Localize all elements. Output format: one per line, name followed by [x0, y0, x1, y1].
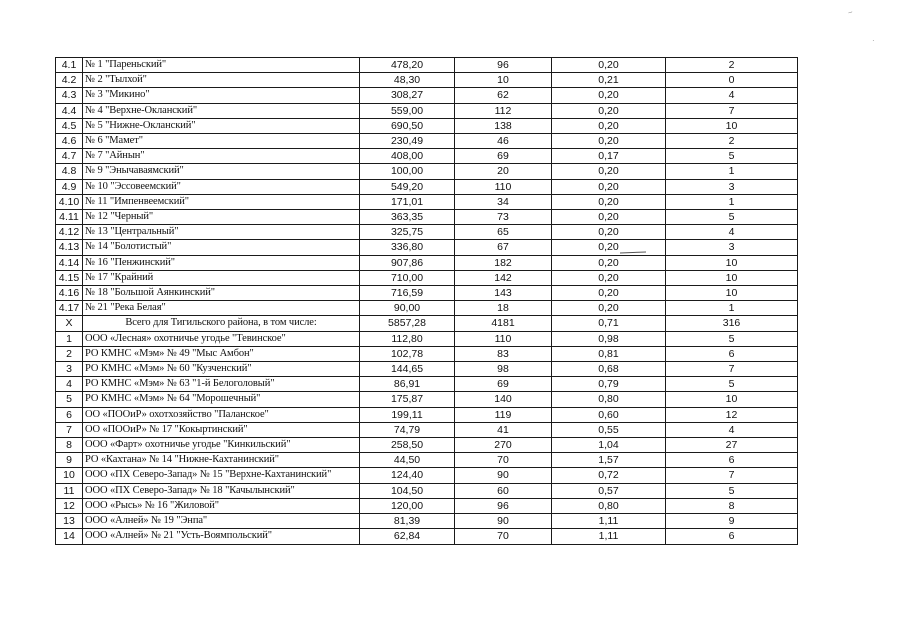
count-cell: 138	[455, 118, 552, 133]
row-number-cell: 6	[56, 407, 83, 422]
row-number-cell: 4.9	[56, 179, 83, 194]
count-cell: 34	[455, 194, 552, 209]
ratio-cell: 1,57	[552, 453, 666, 468]
area-cell: 171,01	[360, 194, 455, 209]
ratio-cell: 0,20	[552, 240, 666, 255]
ground-name-cell: № 4 "Верхне-Окланский"	[83, 103, 360, 118]
table-row	[56, 362, 798, 377]
ratio-cell: 0,80	[552, 498, 666, 513]
table-row	[56, 270, 798, 285]
quota-cell: 10	[666, 286, 798, 301]
area-cell: 44,50	[360, 453, 455, 468]
ground-name-cell: № 21 "Река Белая"	[83, 301, 360, 316]
area-cell: 363,35	[360, 210, 455, 225]
area-cell: 716,59	[360, 286, 455, 301]
quota-cell: 7	[666, 103, 798, 118]
table-row	[56, 331, 798, 346]
ground-name-cell: № 3 "Микино"	[83, 88, 360, 103]
area-cell: 478,20	[360, 58, 455, 73]
area-cell: 112,80	[360, 331, 455, 346]
ratio-cell: 0,20	[552, 88, 666, 103]
quota-cell: 1	[666, 194, 798, 209]
ratio-cell: 0,71	[552, 316, 666, 331]
ground-name-cell: ОО «ПООиР» № 17 "Кокыртинский"	[83, 422, 360, 437]
area-cell: 690,50	[360, 118, 455, 133]
count-cell: 10	[455, 73, 552, 88]
ratio-cell: 0,20	[552, 179, 666, 194]
ground-name-cell: ООО «ПХ Северо-Запад» № 15 "Верхне-Кахтанинский"	[83, 468, 360, 483]
scan-artifact: ·	[872, 36, 875, 45]
table-row	[56, 103, 798, 118]
count-cell: 70	[455, 453, 552, 468]
table-row	[56, 118, 798, 133]
quota-cell: 9	[666, 514, 798, 529]
area-cell: 175,87	[360, 392, 455, 407]
table-row	[56, 453, 798, 468]
ratio-cell: 0,20	[552, 103, 666, 118]
quota-cell: 4	[666, 422, 798, 437]
ground-name-cell: РО КМНС «Мэм» № 64 "Морошечный"	[83, 392, 360, 407]
area-cell: 258,50	[360, 438, 455, 453]
ground-name-cell: ООО «Рысь» № 16 "Жиловой"	[83, 498, 360, 513]
area-cell: 62,84	[360, 529, 455, 544]
area-cell: 90,00	[360, 301, 455, 316]
hunting-grounds-table	[55, 57, 798, 545]
ground-name-cell: № 11 "Импенвеемский"	[83, 194, 360, 209]
ground-name-cell: № 1 "Пареньский"	[83, 58, 360, 73]
ratio-cell: 0,79	[552, 377, 666, 392]
area-cell: 144,65	[360, 362, 455, 377]
row-number-cell: 4.13	[56, 240, 83, 255]
ratio-cell: 0,80	[552, 392, 666, 407]
table-row	[56, 58, 798, 73]
quota-cell: 316	[666, 316, 798, 331]
quota-cell: 27	[666, 438, 798, 453]
row-number-cell: 8	[56, 438, 83, 453]
quota-cell: 6	[666, 453, 798, 468]
ground-name-cell: № 5 "Нижне-Окланский"	[83, 118, 360, 133]
area-cell: 230,49	[360, 134, 455, 149]
table-row	[56, 210, 798, 225]
quota-cell: 10	[666, 118, 798, 133]
area-cell: 5857,28	[360, 316, 455, 331]
row-number-cell: 4	[56, 377, 83, 392]
row-number-cell: 4.3	[56, 88, 83, 103]
quota-cell: 0	[666, 73, 798, 88]
row-number-cell: 9	[56, 453, 83, 468]
table-row	[56, 529, 798, 544]
ground-name-cell: № 2 "Тылхой"	[83, 73, 360, 88]
quota-cell: 4	[666, 88, 798, 103]
ground-name-cell: ООО «Алней» № 21 "Усть-Воямпольский"	[83, 529, 360, 544]
area-cell: 325,75	[360, 225, 455, 240]
ground-name-cell: № 12 "Черный"	[83, 210, 360, 225]
ground-name-cell: № 16 "Пенжинский"	[83, 255, 360, 270]
row-number-cell: 5	[56, 392, 83, 407]
table-row	[56, 134, 798, 149]
count-cell: 65	[455, 225, 552, 240]
row-number-cell: 4.6	[56, 134, 83, 149]
count-cell: 62	[455, 88, 552, 103]
quota-cell: 2	[666, 58, 798, 73]
table-row	[56, 407, 798, 422]
row-number-cell: 4.16	[56, 286, 83, 301]
table-row	[56, 88, 798, 103]
quota-cell: 12	[666, 407, 798, 422]
area-cell: 86,91	[360, 377, 455, 392]
table-row	[56, 240, 798, 255]
table-row	[56, 149, 798, 164]
ground-name-cell: № 14 "Болотистый"	[83, 240, 360, 255]
table-row	[56, 179, 798, 194]
area-cell: 124,40	[360, 468, 455, 483]
count-cell: 69	[455, 149, 552, 164]
area-cell: 559,00	[360, 103, 455, 118]
count-cell: 142	[455, 270, 552, 285]
ratio-cell: 0,60	[552, 407, 666, 422]
ratio-cell: 0,20	[552, 58, 666, 73]
ground-name-cell: № 7 "Айнын"	[83, 149, 360, 164]
quota-cell: 10	[666, 392, 798, 407]
row-number-cell: X	[56, 316, 83, 331]
count-cell: 143	[455, 286, 552, 301]
table-row	[56, 514, 798, 529]
area-cell: 120,00	[360, 498, 455, 513]
area-cell: 102,78	[360, 346, 455, 361]
ratio-cell: 0,20	[552, 118, 666, 133]
ground-name-cell: РО КМНС «Мэм» № 63 "1-й Белоголовый"	[83, 377, 360, 392]
ratio-cell: 0,20	[552, 194, 666, 209]
quota-cell: 1	[666, 301, 798, 316]
count-cell: 140	[455, 392, 552, 407]
quota-cell: 10	[666, 270, 798, 285]
count-cell: 110	[455, 179, 552, 194]
area-cell: 100,00	[360, 164, 455, 179]
table-row	[56, 164, 798, 179]
row-number-cell: 4.7	[56, 149, 83, 164]
ground-name-cell: № 13 "Центральный"	[83, 225, 360, 240]
row-number-cell: 4.10	[56, 194, 83, 209]
ground-name-cell: № 6 "Мамет"	[83, 134, 360, 149]
table-row	[56, 438, 798, 453]
quota-cell: 5	[666, 149, 798, 164]
row-number-cell: 4.8	[56, 164, 83, 179]
area-cell: 199,11	[360, 407, 455, 422]
row-number-cell: 3	[56, 362, 83, 377]
count-cell: 119	[455, 407, 552, 422]
count-cell: 90	[455, 514, 552, 529]
table-row	[56, 194, 798, 209]
table-row	[56, 483, 798, 498]
ratio-cell: 1,11	[552, 529, 666, 544]
area-cell: 48,30	[360, 73, 455, 88]
ground-name-cell: № 10 "Эссовеемский"	[83, 179, 360, 194]
area-cell: 74,79	[360, 422, 455, 437]
row-number-cell: 11	[56, 483, 83, 498]
count-cell: 41	[455, 422, 552, 437]
ground-name-cell: № 17 "Крайний	[83, 270, 360, 285]
ratio-cell: 0,20	[552, 164, 666, 179]
table-row	[56, 392, 798, 407]
count-cell: 96	[455, 498, 552, 513]
scan-artifact: ~	[846, 7, 855, 18]
ground-name-cell: № 9 "Энычаваямский"	[83, 164, 360, 179]
row-number-cell: 4.2	[56, 73, 83, 88]
quota-cell: 1	[666, 164, 798, 179]
ratio-cell: 0,72	[552, 468, 666, 483]
ratio-cell: 0,81	[552, 346, 666, 361]
quota-cell: 6	[666, 346, 798, 361]
ratio-cell: 0,20	[552, 301, 666, 316]
table-total-row	[56, 316, 798, 331]
quota-cell: 5	[666, 331, 798, 346]
ground-name-cell: ООО «ПХ Северо-Запад» № 18 "Качылынский"	[83, 483, 360, 498]
quota-cell: 3	[666, 179, 798, 194]
row-number-cell: 12	[56, 498, 83, 513]
ratio-cell: 0,21	[552, 73, 666, 88]
ratio-cell: 0,20	[552, 134, 666, 149]
table-row	[56, 286, 798, 301]
ratio-cell: 0,20	[552, 255, 666, 270]
quota-cell: 5	[666, 210, 798, 225]
ground-name-cell: РО КМНС «Мэм» № 60 "Кузченский"	[83, 362, 360, 377]
row-number-cell: 4.14	[56, 255, 83, 270]
quota-cell: 7	[666, 362, 798, 377]
area-cell: 710,00	[360, 270, 455, 285]
quota-cell: 4	[666, 225, 798, 240]
row-number-cell: 4.15	[56, 270, 83, 285]
count-cell: 83	[455, 346, 552, 361]
row-number-cell: 4.12	[56, 225, 83, 240]
count-cell: 18	[455, 301, 552, 316]
count-cell: 98	[455, 362, 552, 377]
area-cell: 308,27	[360, 88, 455, 103]
ground-name-cell: РО КМНС «Мэм» № 49 "Мыс Амбон"	[83, 346, 360, 361]
count-cell: 20	[455, 164, 552, 179]
count-cell: 270	[455, 438, 552, 453]
table-row	[56, 422, 798, 437]
quota-cell: 3	[666, 240, 798, 255]
count-cell: 46	[455, 134, 552, 149]
row-number-cell: 4.17	[56, 301, 83, 316]
table-row	[56, 73, 798, 88]
quota-cell: 7	[666, 468, 798, 483]
ground-name-cell: РО «Кахтана» № 14 "Нижне-Кахтанинский"	[83, 453, 360, 468]
area-cell: 907,86	[360, 255, 455, 270]
quota-cell: 5	[666, 483, 798, 498]
row-number-cell: 14	[56, 529, 83, 544]
row-number-cell: 4.1	[56, 58, 83, 73]
table-row	[56, 468, 798, 483]
ratio-cell: 0,55	[552, 422, 666, 437]
count-cell: 110	[455, 331, 552, 346]
count-cell: 182	[455, 255, 552, 270]
ground-name-cell: ООО «Лесная» охотничье угодье "Тевинское"	[83, 331, 360, 346]
ground-name-cell: № 18 "Большой Аянкинский"	[83, 286, 360, 301]
area-cell: 336,80	[360, 240, 455, 255]
count-cell: 60	[455, 483, 552, 498]
ratio-cell: 0,20	[552, 286, 666, 301]
count-cell: 70	[455, 529, 552, 544]
area-cell: 104,50	[360, 483, 455, 498]
ratio-cell: 0,20	[552, 270, 666, 285]
table-body	[56, 58, 798, 545]
ratio-cell: 0,20	[552, 225, 666, 240]
area-cell: 81,39	[360, 514, 455, 529]
row-number-cell: 10	[56, 468, 83, 483]
ground-name-cell: ООО «Алней» № 19 "Энпа"	[83, 514, 360, 529]
area-cell: 408,00	[360, 149, 455, 164]
quota-cell: 5	[666, 377, 798, 392]
ratio-cell: 0,98	[552, 331, 666, 346]
count-cell: 112	[455, 103, 552, 118]
count-cell: 4181	[455, 316, 552, 331]
count-cell: 73	[455, 210, 552, 225]
row-number-cell: 2	[56, 346, 83, 361]
ratio-cell: 0,57	[552, 483, 666, 498]
table-row	[56, 346, 798, 361]
table-row	[56, 255, 798, 270]
count-cell: 90	[455, 468, 552, 483]
table-row	[56, 225, 798, 240]
quota-cell: 10	[666, 255, 798, 270]
row-number-cell: 4.5	[56, 118, 83, 133]
table-row	[56, 498, 798, 513]
quota-cell: 2	[666, 134, 798, 149]
ground-name-cell: Всего для Тигильского района, в том числе:	[83, 316, 360, 331]
table-row	[56, 301, 798, 316]
ratio-cell: 0,20	[552, 210, 666, 225]
ratio-cell: 1,04	[552, 438, 666, 453]
ratio-cell: 0,68	[552, 362, 666, 377]
count-cell: 67	[455, 240, 552, 255]
row-number-cell: 4.4	[56, 103, 83, 118]
ground-name-cell: ООО «Фарт» охотничье угодье "Кинкильский"	[83, 438, 360, 453]
count-cell: 69	[455, 377, 552, 392]
row-number-cell: 1	[56, 331, 83, 346]
row-number-cell: 7	[56, 422, 83, 437]
area-cell: 549,20	[360, 179, 455, 194]
quota-cell: 6	[666, 529, 798, 544]
ground-name-cell: ОО «ПООиР» охотхозяйство "Паланское"	[83, 407, 360, 422]
ratio-cell: 0,17	[552, 149, 666, 164]
quota-cell: 8	[666, 498, 798, 513]
row-number-cell: 13	[56, 514, 83, 529]
count-cell: 96	[455, 58, 552, 73]
row-number-cell: 4.11	[56, 210, 83, 225]
table-row	[56, 377, 798, 392]
ratio-cell: 1,11	[552, 514, 666, 529]
